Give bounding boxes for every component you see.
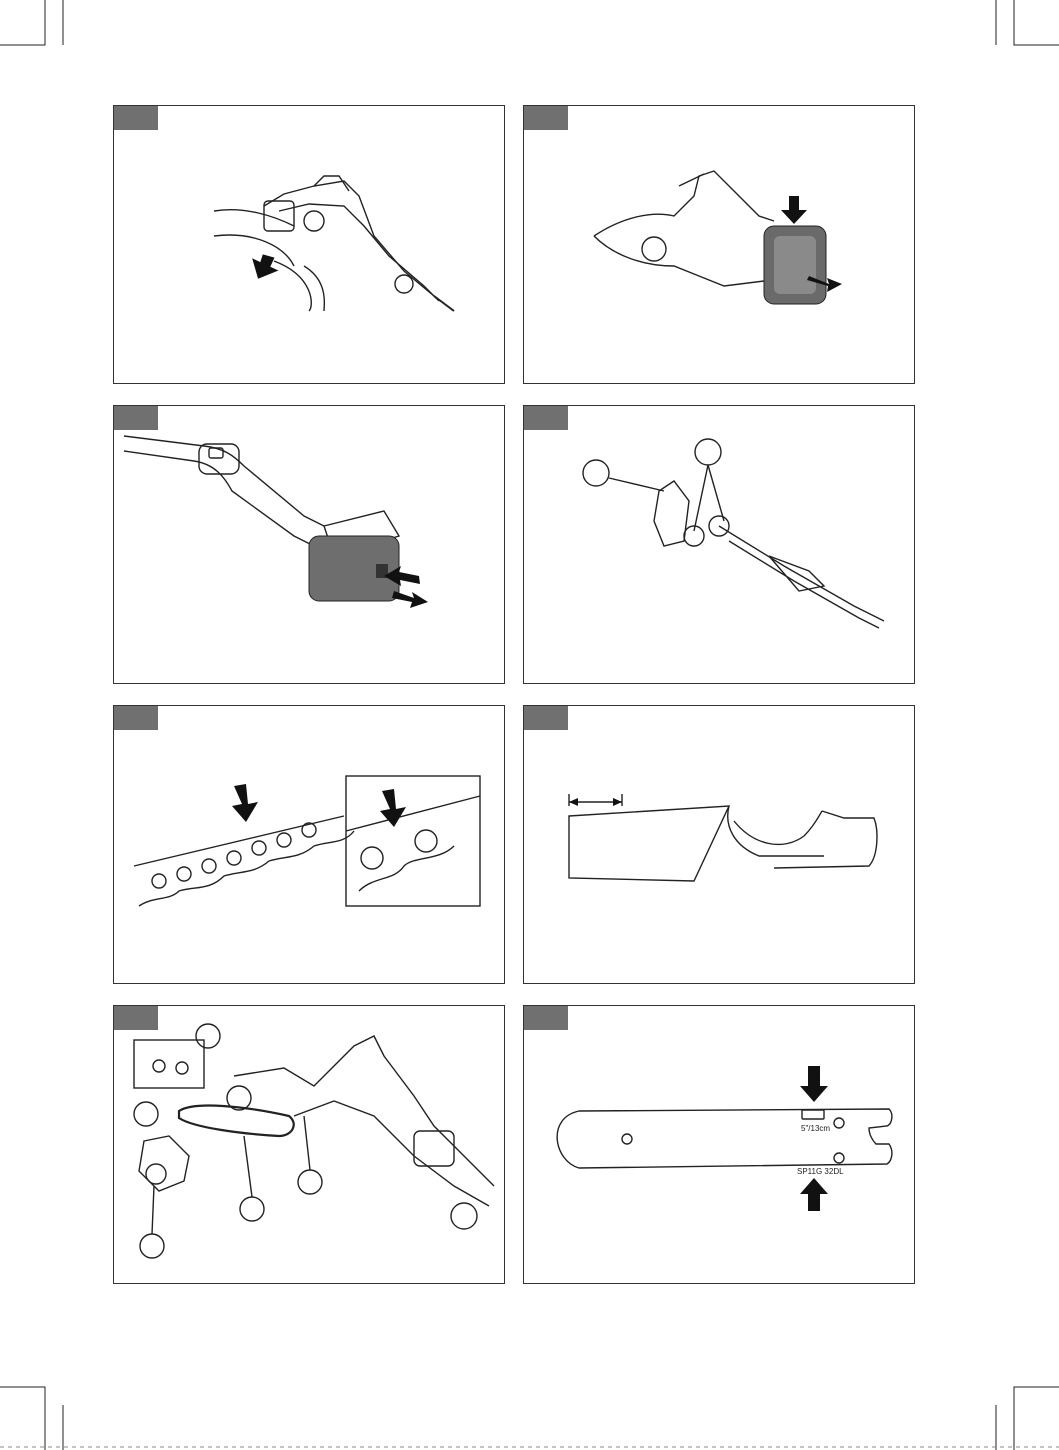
figure-panel-3 bbox=[113, 405, 505, 684]
battery-removal-illustration bbox=[524, 106, 916, 385]
pole-assembly-illustration bbox=[524, 406, 916, 685]
bar-length-marking: 5"/13cm bbox=[801, 1124, 831, 1133]
figure-panel-2 bbox=[523, 105, 915, 384]
callout-circle-1 bbox=[583, 460, 609, 486]
figure-panel-5 bbox=[113, 705, 505, 984]
chain-type-marking: SP11G 32DL bbox=[797, 1167, 844, 1176]
figure-panel-6 bbox=[523, 705, 915, 984]
figure-panel-1 bbox=[113, 105, 505, 384]
figure-panel-7 bbox=[113, 1005, 505, 1284]
guide-bar-illustration bbox=[524, 1006, 916, 1285]
saw-chain-illustration bbox=[114, 706, 506, 985]
figure-panel-8 bbox=[523, 1005, 915, 1284]
pole-battery-illustration bbox=[114, 406, 506, 685]
pruner-release-illustration bbox=[114, 106, 506, 385]
callout-circle-2 bbox=[695, 439, 721, 465]
bar-chain-assembly-illustration bbox=[114, 1006, 506, 1285]
figure-panel-4 bbox=[523, 405, 915, 684]
cutter-tooth-illustration bbox=[524, 706, 916, 985]
